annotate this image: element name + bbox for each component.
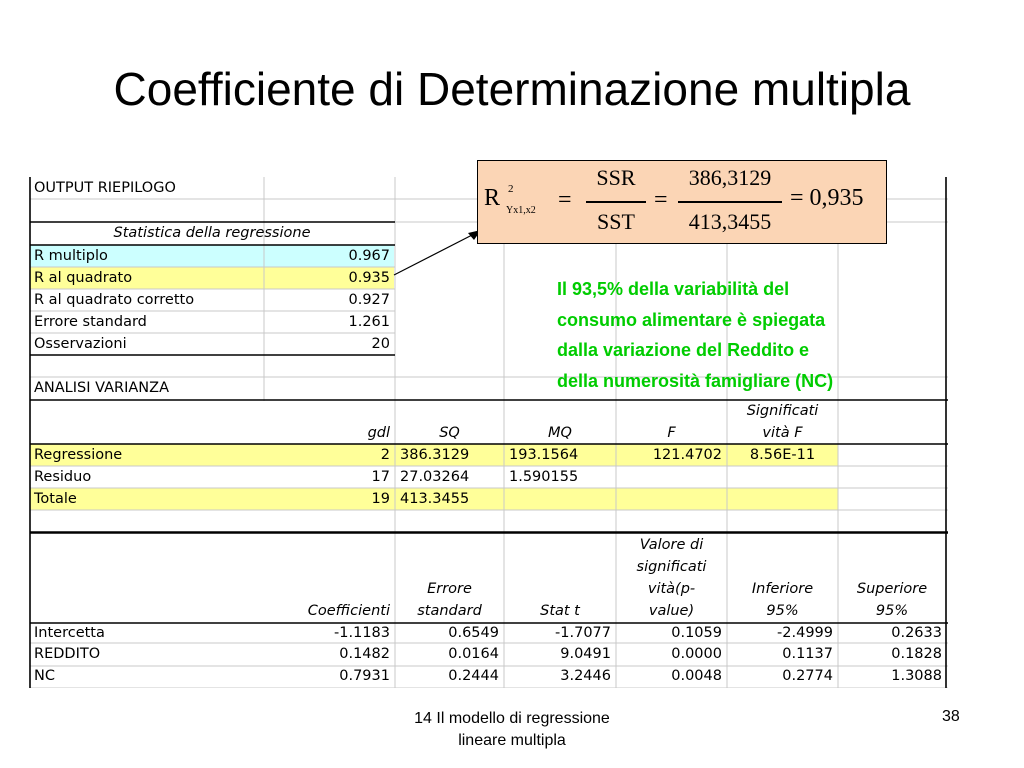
coef-se: 0.0164 <box>448 646 499 662</box>
formula-result: = 0,935 <box>790 185 864 211</box>
stat-label: Errore standard <box>34 314 147 330</box>
coef-header-lower: 95% <box>766 603 799 619</box>
coef-p: 0.0000 <box>671 646 722 662</box>
anova-sig: 8.56E-11 <box>749 447 816 463</box>
coef-upper: 0.2633 <box>891 625 942 641</box>
footer-line: 14 Il modello di regressione <box>414 710 610 727</box>
coef-header-coef: Coefficienti <box>307 603 390 619</box>
coef-se: 0.2444 <box>448 668 499 684</box>
coef-upper: 1.3088 <box>891 668 942 684</box>
coef-upper: 0.1828 <box>891 646 942 662</box>
coef-value: 0.1482 <box>339 646 390 662</box>
coef-header-upper: 95% <box>875 603 909 619</box>
formula-equals: = <box>558 187 572 213</box>
coef-header-p: Valore di <box>639 537 704 553</box>
coef-t: 9.0491 <box>560 646 611 662</box>
footer-line: lineare multipla <box>458 732 566 749</box>
coef-lower: 0.1137 <box>782 646 833 662</box>
anova-sq: 413.3455 <box>400 491 470 507</box>
coef-header-p: value) <box>648 603 695 619</box>
coef-header-p: significati <box>636 559 707 575</box>
formula-equals: = <box>654 187 668 213</box>
formula-den-sst: SST <box>597 209 635 234</box>
note-line: dalla variazione del Reddito e <box>557 340 810 360</box>
slide-footer <box>0 708 1024 752</box>
anova-header-gdl: gdl <box>367 425 390 441</box>
formula-num-value: 386,3129 <box>688 165 772 190</box>
anova-sq: 386.3129 <box>400 447 470 463</box>
summary-title: OUTPUT RIEPILOGO <box>34 180 176 196</box>
note-line: Il 93,5% della variabilità del <box>557 279 790 299</box>
interpretation-note <box>557 274 957 396</box>
anova-row-label: Regressione <box>34 447 123 463</box>
coef-value: -1.1183 <box>334 625 390 641</box>
slide-title: Coefficiente di Determinazione multipla <box>113 63 911 115</box>
coef-header-t: Stat t <box>540 603 580 619</box>
coef-row-label: Intercetta <box>34 625 105 641</box>
coef-header-p: vità(p- <box>647 581 696 597</box>
anova-row-label: Residuo <box>34 469 92 485</box>
coef-p: 0.1059 <box>671 625 722 641</box>
coef-se: 0.6549 <box>448 625 499 641</box>
stat-label: R al quadrato corretto <box>34 292 195 308</box>
anova-gdl: 19 <box>371 491 390 507</box>
anova-mq: 193.1564 <box>509 447 579 463</box>
coef-header-lower: Inferiore <box>751 581 814 597</box>
page-number: 38 <box>942 708 960 725</box>
anova-gdl: 2 <box>380 447 390 463</box>
formula-r-subscript: Yx1,x2 <box>506 205 536 216</box>
formula-fraction-bar <box>678 201 782 203</box>
anova-f: 121.4702 <box>652 447 722 463</box>
anova-header-mq: MQ <box>548 425 572 441</box>
coef-row-label: REDDITO <box>34 646 101 662</box>
coef-lower: -2.4999 <box>777 625 833 641</box>
formula-r: R <box>484 185 501 211</box>
anova-sq: 27.03264 <box>400 469 470 485</box>
anova-gdl: 17 <box>371 469 390 485</box>
note-line: della numerosità famigliare (NC) <box>557 370 834 391</box>
anova-row-label: Totale <box>34 491 77 507</box>
stat-value: 1.261 <box>348 314 390 330</box>
formula-fraction-bar <box>586 201 646 203</box>
note-line: consumo alimentare è spiegata <box>557 309 826 330</box>
coef-p: 0.0048 <box>671 668 722 684</box>
anova-mq: 1.590155 <box>509 469 579 485</box>
coef-header-se: Errore <box>427 581 472 597</box>
r-squared-formula-box <box>477 160 887 244</box>
stat-value: 0.967 <box>348 248 390 264</box>
coef-row-label: NC <box>34 668 55 684</box>
formula-num-ssr: SSR <box>596 165 636 190</box>
stat-value: 0.927 <box>348 292 390 308</box>
stat-label: R multiplo <box>34 248 108 264</box>
stat-label: Osservazioni <box>34 336 127 352</box>
arrow-to-formula <box>394 233 476 275</box>
regression-output-sheet <box>26 177 948 688</box>
coef-value: 0.7931 <box>339 668 390 684</box>
formula-den-value: 413,3455 <box>688 209 772 234</box>
anova-title: ANALISI VARIANZA <box>34 380 170 396</box>
stat-label: R al quadrato <box>34 270 133 286</box>
coef-header-upper: Superiore <box>856 581 928 597</box>
stat-value: 0.935 <box>348 270 390 286</box>
anova-header-sig: Significati <box>746 403 819 419</box>
coef-t: -1.7077 <box>555 625 611 641</box>
anova-header-sq: SQ <box>439 425 460 441</box>
anova-header-sig: vità F <box>762 425 803 441</box>
anova-header-f: F <box>667 425 676 441</box>
coef-header-se: standard <box>417 603 482 619</box>
stats-header: Statistica della regressione <box>113 225 311 241</box>
coef-t: 3.2446 <box>560 668 611 684</box>
stat-value: 20 <box>371 336 390 352</box>
coef-lower: 0.2774 <box>782 668 833 684</box>
formula-r-exponent: 2 <box>508 183 514 195</box>
